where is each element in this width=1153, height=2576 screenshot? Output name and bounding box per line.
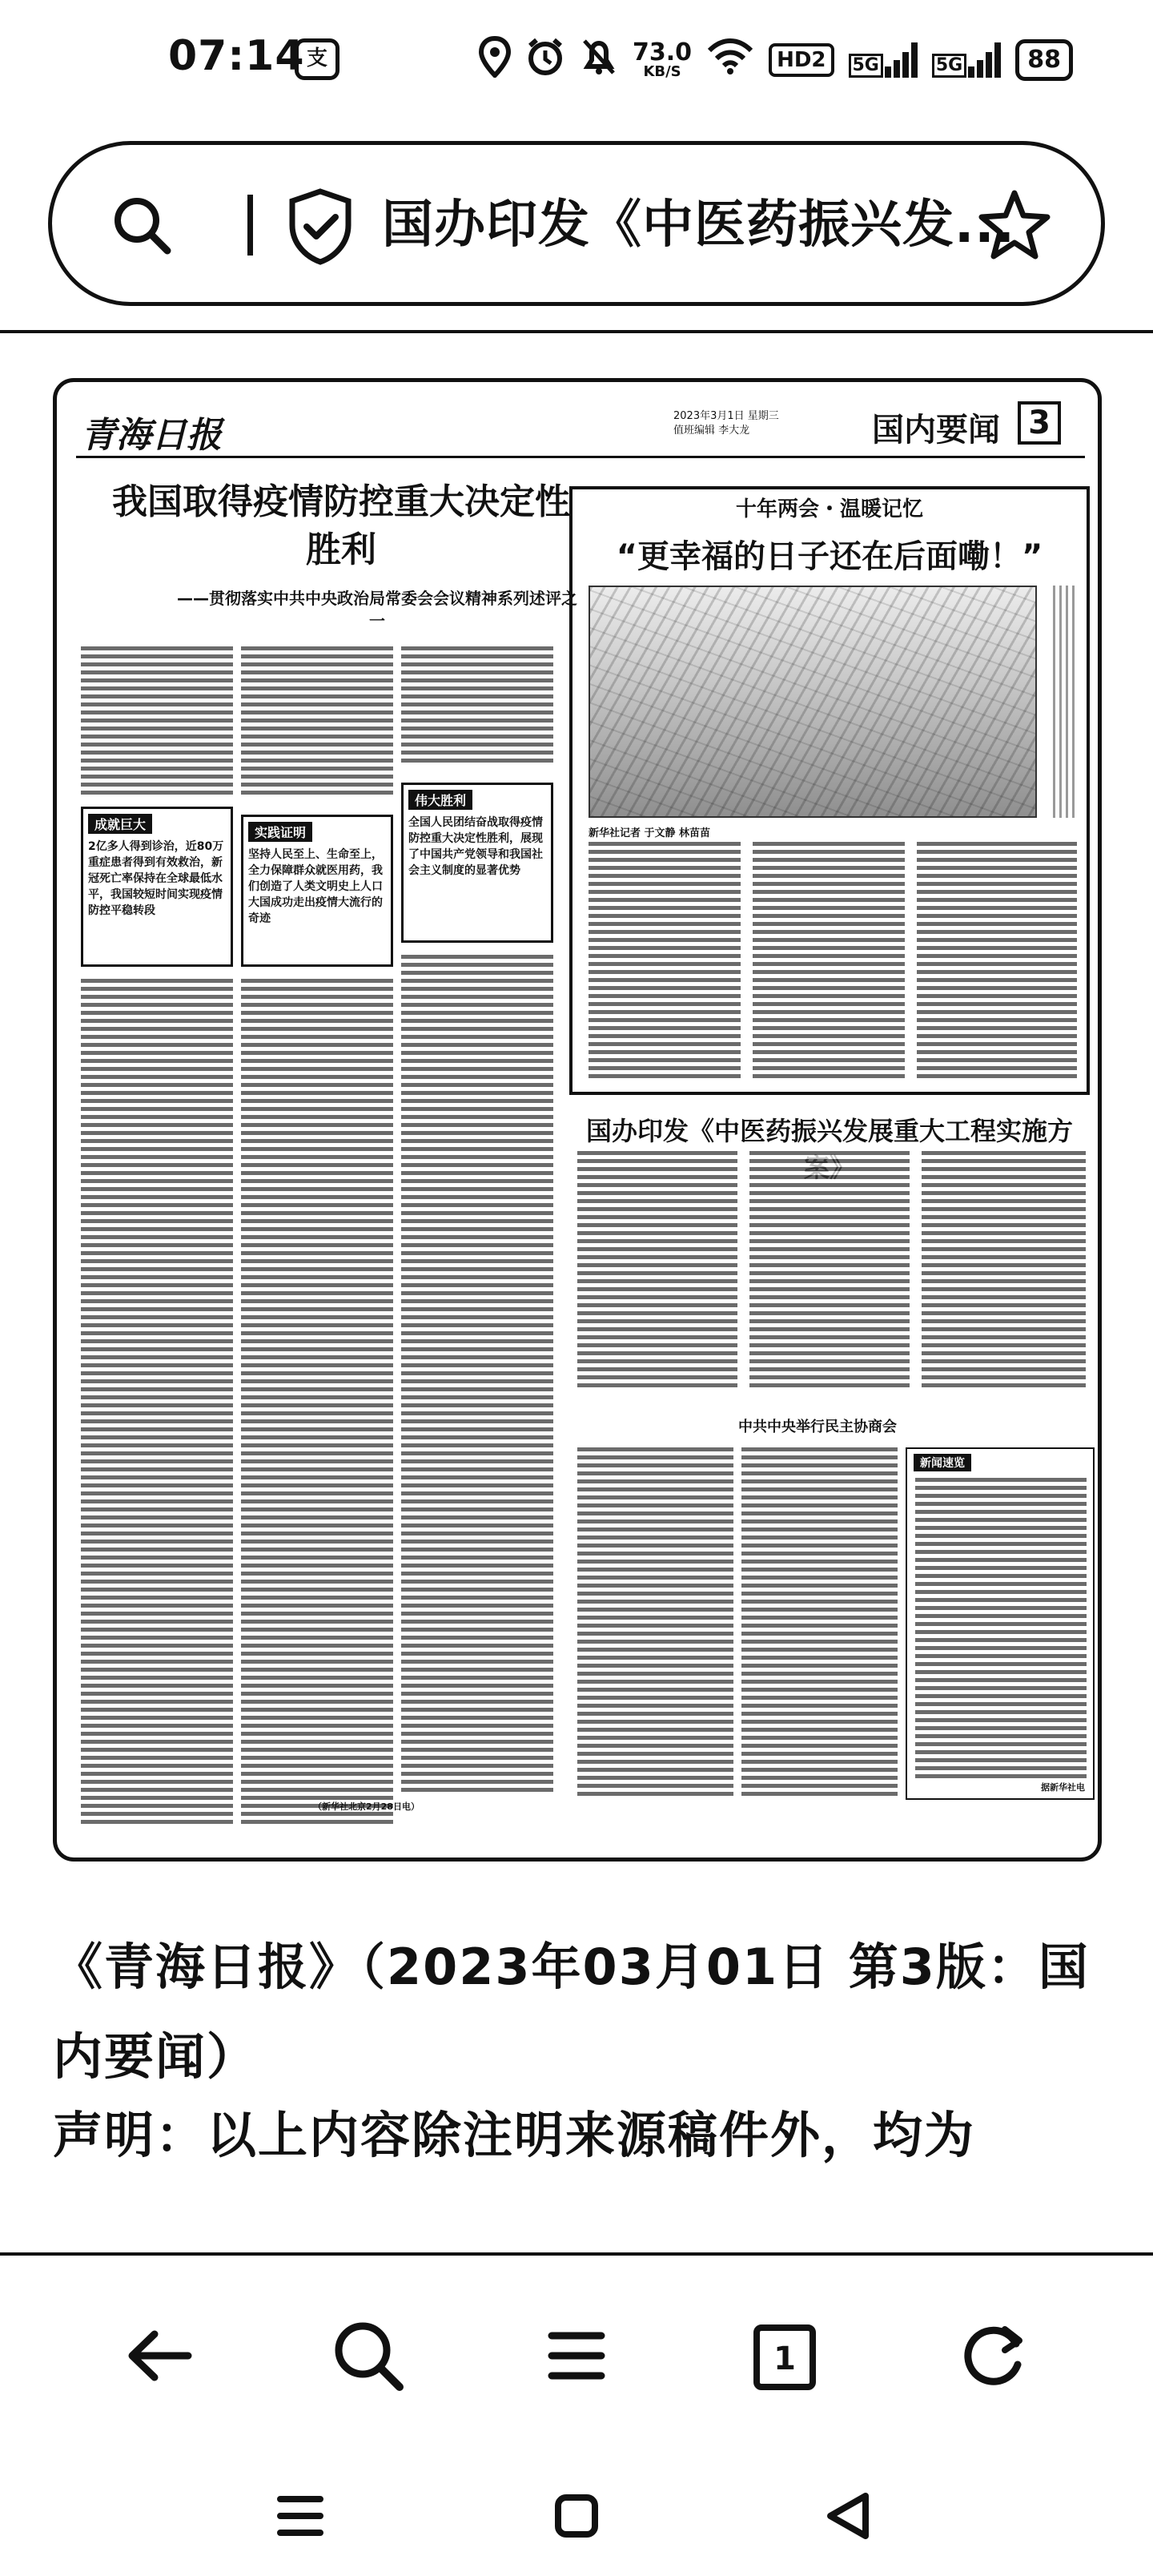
article-text-column bbox=[81, 646, 233, 799]
signal-sim2 bbox=[932, 42, 1001, 78]
feature-headline: “更幸福的日子还在后面嘞！” bbox=[616, 538, 1043, 575]
menu-icon[interactable] bbox=[532, 2312, 621, 2400]
signal-sim1 bbox=[849, 42, 918, 78]
search-icon[interactable] bbox=[110, 193, 174, 257]
article-text-column bbox=[589, 842, 741, 1082]
menu-icon[interactable] bbox=[264, 2480, 336, 2552]
status-bar bbox=[0, 0, 1153, 128]
callout-box bbox=[241, 815, 393, 967]
network-speed-value: 73.0 bbox=[633, 38, 693, 66]
hd-voice-badge: HD2 bbox=[769, 43, 834, 77]
wifi-icon bbox=[706, 38, 754, 83]
signal-bars-icon bbox=[968, 42, 1001, 78]
news-brief-box bbox=[906, 1447, 1095, 1800]
article-text-column bbox=[749, 1151, 910, 1391]
article-text-column bbox=[922, 1151, 1086, 1391]
triangle-back-icon[interactable] bbox=[813, 2480, 885, 2552]
article-text-column bbox=[753, 842, 905, 1082]
callout-text: 2亿多人得到诊治，近80万重症患者得到有效救治，新冠死亡率保持在全球最低水平，我国较短时间实现疫情防控平稳转段 bbox=[88, 840, 224, 917]
feature-story-box bbox=[569, 486, 1090, 1095]
article-1-credit: （新华社北京2月28日电） bbox=[313, 1801, 420, 1812]
search-icon[interactable] bbox=[324, 2312, 412, 2400]
article-2-headline: 国办印发《中医药振兴发展重大工程实施方 bbox=[585, 1116, 1073, 1146]
newspaper-masthead: 青海日报 bbox=[81, 415, 222, 456]
image-caption: 《青海日报》（2023年03月01日 第3版：国内要闻） bbox=[53, 1938, 1090, 2086]
refresh-icon[interactable] bbox=[949, 2312, 1037, 2400]
newspaper-date bbox=[673, 409, 810, 438]
newspaper-editor-line: 值班编辑 李大龙 bbox=[673, 425, 750, 437]
article-text-column bbox=[577, 1151, 737, 1391]
newspaper-rule bbox=[76, 456, 1085, 458]
article-text-column bbox=[917, 842, 1077, 1082]
network-speed bbox=[633, 38, 693, 80]
tabs-icon[interactable] bbox=[741, 2312, 829, 2400]
callout-tag: 成就巨大 bbox=[88, 814, 152, 834]
arrow-left-icon[interactable] bbox=[116, 2312, 204, 2400]
article-1-subtitle: ——贯彻落实中共中央政治局常委会会议精神系列述评之一 bbox=[177, 589, 577, 630]
newspaper-date-line: 2023年3月1日 星期三 bbox=[673, 410, 779, 422]
network-speed-unit: KB/S bbox=[643, 63, 681, 80]
browser-toolbar bbox=[0, 2252, 1153, 2453]
article-text-column bbox=[241, 979, 393, 1828]
callout-text: 坚持人民至上、生命至上，全力保障群众就医用药，我们创造了人类文明史上人口大国成功走出疫情大流行的奇迹 bbox=[248, 848, 383, 925]
article-1-headline: 我国取得疫情防控重大决定性胜利 bbox=[112, 481, 570, 570]
address-bar-divider bbox=[247, 195, 253, 256]
page-title[interactable]: 国办印发《中医药振兴发... bbox=[382, 195, 1015, 255]
article-text-column bbox=[401, 955, 553, 1796]
sim2-label: 5G bbox=[932, 54, 966, 78]
article-text-column bbox=[741, 1447, 898, 1800]
system-navigation-bar bbox=[0, 2453, 1153, 2576]
article-text-column bbox=[401, 646, 553, 767]
copyright-notice: 声明：以上内容除注明来源稿件外，均为 bbox=[53, 2106, 976, 2164]
square-icon[interactable] bbox=[540, 2480, 613, 2552]
signal-bars-icon bbox=[885, 42, 918, 78]
newspaper-section: 国内要闻 bbox=[872, 412, 1000, 449]
article-text-column bbox=[241, 646, 393, 799]
bell-muted-icon bbox=[580, 36, 618, 84]
location-icon bbox=[479, 36, 511, 84]
newspaper-page-image[interactable] bbox=[53, 378, 1102, 1862]
feature-photo-caption bbox=[1053, 586, 1077, 818]
alipay-notification-icon: 支 bbox=[295, 38, 339, 80]
status-time: 07:14 bbox=[168, 32, 305, 80]
article-text-column bbox=[577, 1447, 733, 1800]
star-icon[interactable] bbox=[976, 187, 1053, 264]
address-bar[interactable] bbox=[48, 141, 1105, 306]
feature-kicker: 十年两会・温暖记忆 bbox=[735, 497, 923, 521]
article-3-headline: 中共中央举行民主协商会 bbox=[738, 1419, 897, 1435]
status-icons bbox=[479, 32, 1073, 88]
callout-tag: 实践证明 bbox=[248, 822, 312, 842]
alarm-icon bbox=[525, 36, 565, 84]
article-text-column bbox=[81, 979, 233, 1828]
callout-tag: 伟大胜利 bbox=[408, 790, 472, 810]
feature-credit: 新华社记者 于文静 林苗苗 bbox=[589, 827, 711, 839]
news-brief-tag: 新闻速览 bbox=[914, 1454, 971, 1471]
tabs-count: 1 bbox=[773, 2341, 796, 2377]
shield-check-icon[interactable] bbox=[284, 187, 356, 267]
newspaper-page-number: 3 bbox=[1018, 401, 1061, 445]
news-brief-credit: 据新华社电 bbox=[1041, 1782, 1085, 1793]
callout-box bbox=[401, 783, 553, 943]
header-divider bbox=[0, 330, 1153, 333]
feature-photo bbox=[589, 586, 1037, 818]
battery-indicator: 88 bbox=[1015, 39, 1073, 81]
sim1-label: 5G bbox=[849, 54, 883, 78]
callout-text: 全国人民团结奋战取得疫情防控重大决定性胜利，展现了中国共产党领导和我国社会主义制度的显著优势 bbox=[408, 816, 543, 877]
callout-box bbox=[81, 807, 233, 967]
